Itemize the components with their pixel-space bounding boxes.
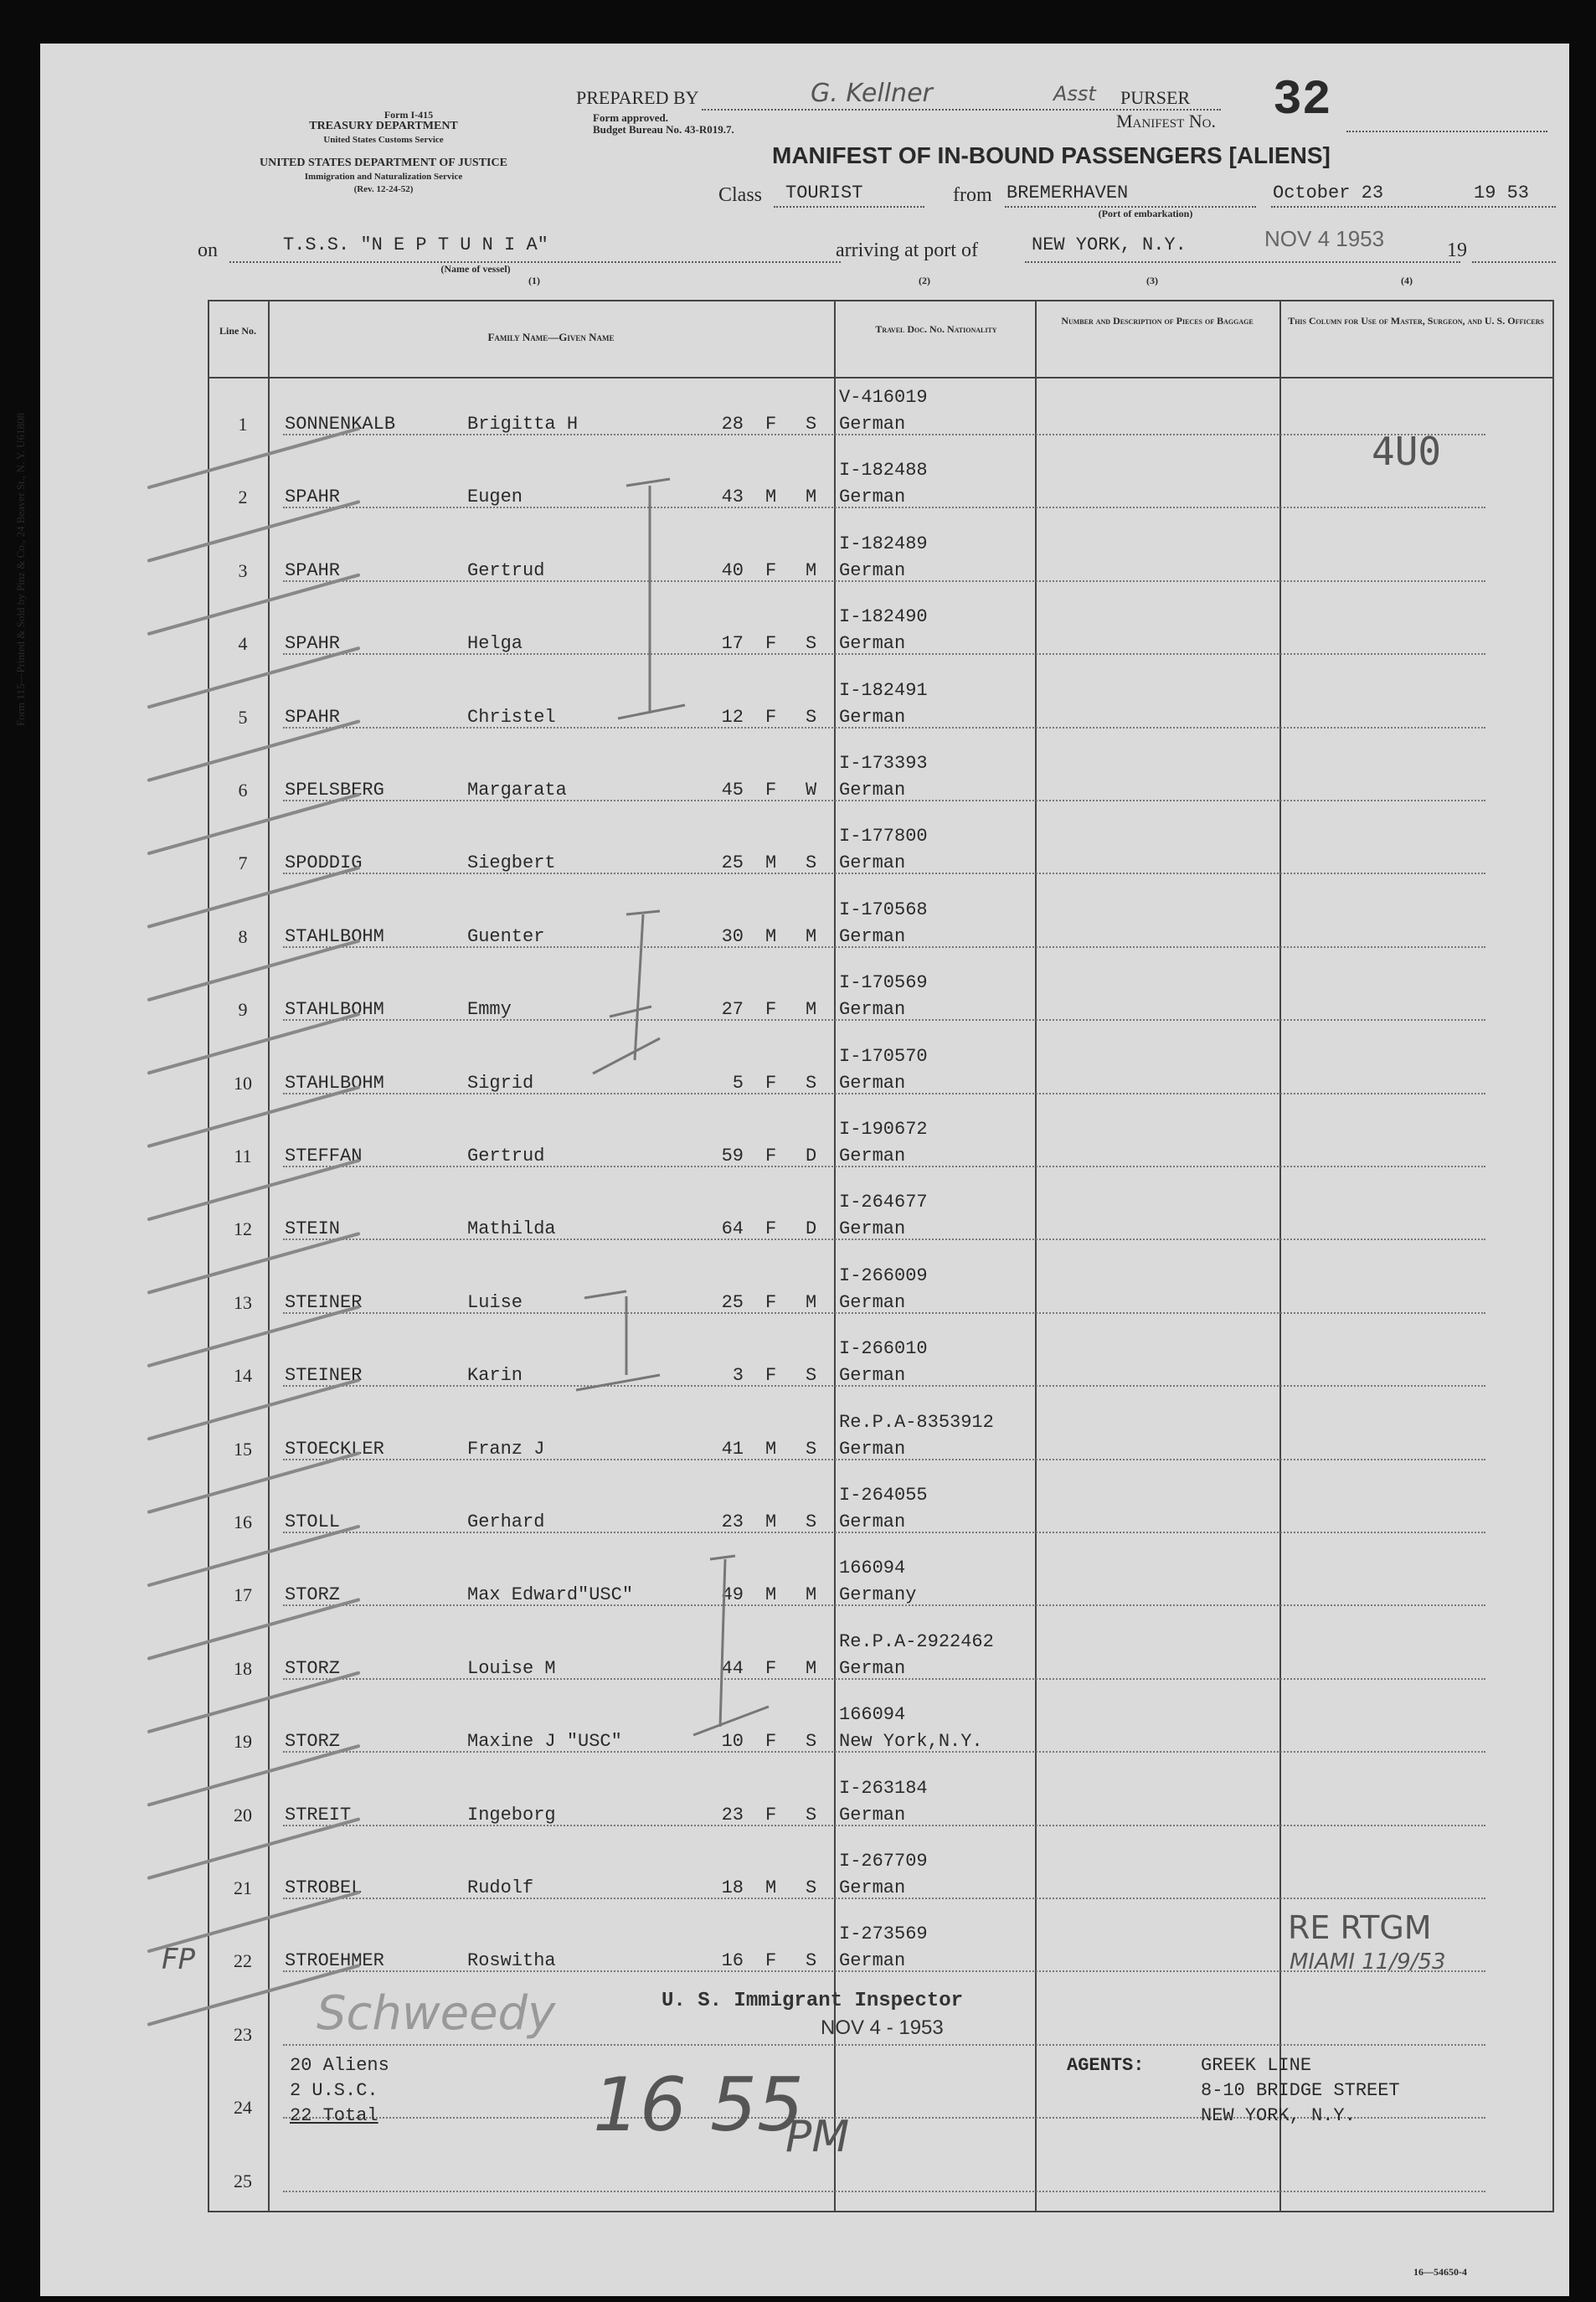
given-name: Franz J (467, 1438, 545, 1460)
pencil-tick-mark (149, 429, 358, 487)
arrival-date-stamp: NOV 4 1953 (1264, 226, 1385, 251)
line-number: 22 (234, 1950, 252, 1972)
line-number: 2 (238, 487, 248, 508)
sex: F (765, 1291, 777, 1313)
nationality: German (839, 1438, 906, 1460)
col-ref-3: (3) (1146, 275, 1158, 286)
handwritten-pm: PM (785, 2112, 850, 2162)
age: 16 (721, 1950, 744, 1972)
line-number: 7 (238, 852, 248, 874)
sex: F (765, 780, 777, 801)
marital-status: S (806, 1804, 817, 1826)
sex: F (765, 1146, 777, 1166)
pencil-tick-mark (149, 1380, 358, 1439)
travel-doc-number: Re.P.A-2922462 (839, 1630, 994, 1652)
date-value: October 23 (1273, 183, 1384, 203)
family-name: STAHLBOHM (285, 999, 384, 1021)
nationality: German (839, 1877, 906, 1898)
sex: M (765, 487, 777, 508)
marital-status: S (806, 1365, 817, 1387)
line-number: 9 (238, 999, 248, 1021)
nationality: German (839, 1291, 906, 1313)
age: 41 (721, 1438, 744, 1460)
marital-status: S (806, 1511, 817, 1532)
age: 10 (721, 1731, 744, 1753)
sex: F (765, 1804, 777, 1826)
sex: F (765, 1657, 777, 1679)
travel-doc-number: I-177800 (839, 826, 928, 847)
nationality: New York,N.Y. (839, 1731, 983, 1753)
family-name: STORZ (285, 1731, 341, 1753)
marital-status: S (806, 852, 817, 874)
family-name: STROBEL (285, 1877, 363, 1898)
travel-doc-number: I-170568 (839, 899, 928, 920)
family-name: STREIT (285, 1804, 352, 1826)
header-officers: This Column for Use of Master, Surgeon, and U. S. Officers (1288, 315, 1544, 327)
nationality: German (839, 559, 906, 581)
travel-doc-number: I-182490 (839, 606, 928, 628)
inspector-date: NOV 4 - 1953 (821, 2016, 944, 2039)
marital-status: W (806, 780, 817, 801)
family-name: STAHLBOHM (285, 925, 384, 947)
sex: F (765, 1950, 777, 1972)
age: 25 (721, 1291, 744, 1313)
line-number: 8 (238, 925, 248, 947)
rerouting-note-1: RE RTGM (1288, 1909, 1432, 1946)
age: 23 (721, 1511, 744, 1532)
pencil-tick-mark (149, 1965, 358, 2024)
age: 12 (721, 706, 744, 728)
family-name: STEIN (285, 1218, 341, 1240)
given-name: Mathilda (467, 1218, 556, 1240)
travel-doc-number: I-170569 (839, 972, 928, 994)
line-number: 4 (238, 633, 248, 655)
travel-doc-number: I-264055 (839, 1485, 928, 1506)
line-number: 16 (234, 1511, 252, 1532)
age: 44 (721, 1657, 744, 1679)
marital-status: M (806, 925, 817, 947)
class-value: TOURIST (785, 183, 863, 203)
travel-doc-number: 166094 (839, 1558, 906, 1579)
given-name: Emmy (467, 999, 512, 1021)
line-number: 10 (234, 1072, 252, 1094)
marital-status: S (806, 1072, 817, 1094)
nationality: German (839, 1365, 906, 1387)
bracket-mark-3 (576, 1291, 660, 1390)
pencil-tick-mark (149, 502, 358, 560)
family-name: SPAHR (285, 487, 341, 508)
given-name: Christel (467, 706, 556, 728)
marital-status: S (806, 633, 817, 655)
nationality: German (839, 925, 906, 947)
arriving-label: arriving at port of (836, 239, 978, 261)
pencil-tick-mark (149, 1599, 358, 1658)
line-number: 21 (234, 1877, 252, 1898)
officer-mark: 4U0 (1372, 429, 1442, 474)
travel-doc-number: 166094 (839, 1704, 906, 1726)
marital-status: S (806, 414, 817, 435)
given-name: Louise M (467, 1657, 556, 1679)
total-all: 22 Total (290, 2105, 378, 2126)
marital-status: D (806, 1146, 817, 1166)
header-line-no: Line No. (219, 325, 256, 337)
col-ref-4: (4) (1401, 275, 1413, 286)
given-name: Roswitha (467, 1950, 556, 1972)
asst-label: Asst (1053, 82, 1096, 106)
bracket-mark-4 (693, 1556, 769, 1735)
pencil-tick-mark (149, 1746, 358, 1805)
given-name: Max Edward"USC" (467, 1584, 634, 1606)
travel-doc-number: I-263184 (839, 1777, 928, 1799)
family-name: SPODDIG (285, 852, 363, 874)
pencil-tick-mark (149, 1673, 358, 1732)
sex: M (765, 852, 777, 874)
family-name: STAHLBOHM (285, 1072, 384, 1094)
nationality: Germany (839, 1584, 917, 1606)
travel-doc-number: I-273569 (839, 1923, 928, 1945)
family-name: STOLL (285, 1511, 341, 1532)
pencil-tick-mark (149, 1820, 358, 1878)
header-name: Family Name—Given Name (487, 331, 615, 343)
age: 27 (721, 999, 744, 1021)
given-name: Brigitta H (467, 414, 579, 435)
line-number: 19 (234, 1731, 252, 1753)
inspector-stamp: U. S. Immigrant Inspector (662, 1990, 964, 2012)
age: 64 (721, 1218, 744, 1240)
arrival-port: NEW YORK, N.Y. (1032, 234, 1187, 255)
class-label: Class (718, 184, 763, 206)
family-name: STEINER (285, 1365, 363, 1387)
sex: M (765, 1438, 777, 1460)
marital-status: S (806, 706, 817, 728)
line-number: 24 (234, 2097, 252, 2119)
col-ref-1: (1) (528, 275, 540, 286)
side-printer-text: Form 115—Printed & Sold by Pinz & Co., 24 Beaver St., N. Y. U61808 (14, 413, 27, 726)
pencil-tick-mark (149, 722, 358, 780)
nationality: German (839, 999, 906, 1021)
from-label: from (953, 184, 992, 206)
family-name: STORZ (285, 1657, 341, 1679)
given-name: Gerhard (467, 1511, 545, 1532)
treasury-label: TREASURY DEPARTMENT (309, 120, 458, 132)
line-number: 11 (234, 1146, 252, 1166)
travel-doc-number: V-416019 (839, 387, 928, 408)
sex: F (765, 1365, 777, 1387)
age: 43 (721, 487, 744, 508)
given-name: Karin (467, 1365, 523, 1387)
age: 23 (721, 1804, 744, 1826)
sex: F (765, 559, 777, 581)
age: 45 (721, 780, 744, 801)
pencil-tick-mark (149, 648, 358, 707)
travel-doc-number: I-266009 (839, 1264, 928, 1286)
travel-doc-number: I-170570 (839, 1045, 928, 1067)
age: 40 (721, 559, 744, 581)
from-value: BREMERHAVEN (1007, 183, 1129, 203)
family-name: SPAHR (285, 706, 341, 728)
given-name: Margarata (467, 780, 567, 801)
sex: F (765, 1731, 777, 1753)
pencil-tick-mark (149, 1233, 358, 1292)
travel-doc-number: I-182489 (839, 533, 928, 554)
marital-status: S (806, 1438, 817, 1460)
pencil-tick-mark (149, 1014, 358, 1073)
line-number: 6 (238, 780, 248, 801)
prepared-by-signature: G. Kellner (811, 79, 933, 108)
header-travel-doc: Travel Doc. No. Nationality (875, 323, 997, 335)
vessel-label: (Name of vessel) (440, 263, 511, 275)
arrival-year-label: 19 (1447, 239, 1467, 261)
nationality: German (839, 487, 906, 508)
pencil-tick-mark (149, 1454, 358, 1512)
sex: M (765, 1511, 777, 1532)
family-name: STORZ (285, 1584, 341, 1606)
marital-status: M (806, 1657, 817, 1679)
given-name: Ingeborg (467, 1804, 556, 1826)
line-number: 25 (234, 2170, 252, 2191)
nationality: German (839, 414, 906, 435)
sex: F (765, 633, 777, 655)
age: 25 (721, 852, 744, 874)
justice-label: UNITED STATES DEPARTMENT OF JUSTICE (260, 157, 507, 169)
marital-status: M (806, 1584, 817, 1606)
given-name: Sigrid (467, 1072, 534, 1094)
given-name: Rudolf (467, 1877, 534, 1898)
rerouting-note-2: MIAMI 11/9/53 (1290, 1949, 1446, 1975)
age: 30 (721, 925, 744, 947)
form-number: Form I-415 (384, 109, 434, 121)
total-aliens: 20 Aliens (290, 2055, 389, 2076)
marital-status: M (806, 1291, 817, 1313)
nationality: German (839, 1511, 906, 1532)
line-number: 15 (234, 1438, 252, 1460)
given-name: Helga (467, 633, 523, 655)
pencil-tick-mark (149, 575, 358, 634)
age: 59 (721, 1146, 744, 1166)
travel-doc-number: Re.P.A-8353912 (839, 1411, 994, 1433)
travel-doc-number: I-264677 (839, 1192, 928, 1213)
nationality: German (839, 1657, 906, 1679)
given-name: Maxine J "USC" (467, 1731, 622, 1753)
footer-code: 16—54650-4 (1413, 2266, 1467, 2278)
pencil-marks (40, 44, 1569, 2296)
given-name: Gertrud (467, 1146, 545, 1166)
form-approved: Form approved. (593, 111, 669, 124)
handwritten-time: 16 55 (593, 2062, 804, 2148)
marital-status: S (806, 1950, 817, 1972)
given-name: Gertrud (467, 559, 545, 581)
pencil-tick-mark (149, 941, 358, 1000)
nationality: German (839, 1146, 906, 1166)
inspector-signature: Schweedy (317, 1986, 556, 2041)
rev-label: (Rev. 12-24-52) (353, 184, 414, 194)
line-number: 18 (234, 1657, 252, 1679)
travel-doc-number: I-182491 (839, 679, 928, 701)
line-number: 12 (234, 1218, 252, 1240)
on-label: on (198, 239, 218, 261)
pencil-tick-mark (149, 795, 358, 853)
age: 18 (721, 1877, 744, 1898)
nationality: German (839, 706, 906, 728)
family-name: STOECKLER (285, 1438, 384, 1460)
year-value: 19 53 (1474, 183, 1530, 203)
marital-status: M (806, 999, 817, 1021)
age: 17 (721, 633, 744, 655)
family-name: SPAHR (285, 633, 341, 655)
family-name: STEFFAN (285, 1146, 363, 1166)
port-embarkation-label: (Port of embarkation) (1098, 208, 1193, 219)
sex: F (765, 1072, 777, 1094)
given-name: Luise (467, 1291, 523, 1313)
travel-doc-number: I-266010 (839, 1338, 928, 1360)
marital-status: D (806, 1218, 817, 1240)
family-name: STEINER (285, 1291, 363, 1313)
prepared-by-label: PREPARED BY (576, 87, 699, 108)
manifest-title: MANIFEST OF IN-BOUND PASSENGERS [ALIENS] (772, 142, 1331, 168)
total-usc: 2 U.S.C. (290, 2080, 378, 2101)
sex: M (765, 1877, 777, 1898)
customs-label: United States Customs Service (323, 135, 444, 145)
sex: F (765, 1218, 777, 1240)
col-ref-2: (2) (919, 275, 930, 286)
nationality: German (839, 780, 906, 801)
agent-line-3: NEW YORK, N.Y. (1201, 2105, 1356, 2126)
nationality: German (839, 1218, 906, 1240)
nationality: German (839, 852, 906, 874)
family-name: STROEHMER (285, 1950, 384, 1972)
age: 28 (721, 414, 744, 435)
manifest-no-label: Manifest No. (1116, 111, 1216, 131)
given-name: Guenter (467, 925, 545, 947)
marital-status: M (806, 559, 817, 581)
pencil-tick-mark (149, 1893, 358, 1951)
line-number: 13 (234, 1291, 252, 1313)
travel-doc-number: I-190672 (839, 1119, 928, 1140)
sex: M (765, 1584, 777, 1606)
family-name: SPAHR (285, 559, 341, 581)
travel-doc-number: I-182488 (839, 460, 928, 482)
pencil-tick-mark (149, 1307, 358, 1366)
sex: F (765, 999, 777, 1021)
line-number: 17 (234, 1584, 252, 1606)
margin-mark: FP (162, 1943, 196, 1976)
sex: M (765, 925, 777, 947)
marital-status: S (806, 1731, 817, 1753)
pencil-tick-mark (149, 1088, 358, 1146)
marital-status: M (806, 487, 817, 508)
line-number: 5 (238, 706, 248, 728)
given-name: Eugen (467, 487, 523, 508)
agent-line-1: GREEK LINE (1201, 2055, 1312, 2076)
nationality: German (839, 633, 906, 655)
bracket-mark-1 (618, 479, 685, 718)
family-name: SPELSBERG (285, 780, 384, 801)
purser-label: PURSER (1120, 87, 1191, 108)
line-number: 14 (234, 1365, 252, 1387)
travel-doc-number: I-267709 (839, 1851, 928, 1872)
travel-doc-number: I-173393 (839, 753, 928, 774)
pencil-tick-mark (149, 1527, 358, 1585)
age: 5 (732, 1072, 744, 1094)
given-name: Siegbert (467, 852, 556, 874)
agents-label: AGENTS: (1067, 2055, 1145, 2076)
line-number: 23 (234, 2023, 252, 2045)
agent-line-2: 8-10 BRIDGE STREET (1201, 2080, 1400, 2101)
manifest-sheet (14, 44, 1569, 2296)
family-name: SONNENKALB (285, 414, 396, 435)
age: 3 (732, 1365, 744, 1387)
budget-bureau: Budget Bureau No. 43-R019.7. (593, 123, 734, 136)
pencil-tick-mark (149, 868, 358, 926)
sex: F (765, 706, 777, 728)
line-number: 3 (238, 559, 248, 581)
nationality: German (839, 1950, 906, 1972)
nationality: German (839, 1804, 906, 1826)
nationality: German (839, 1072, 906, 1094)
line-number: 20 (234, 1804, 252, 1826)
header-baggage: Number and Description of Pieces of Baggage (1061, 315, 1254, 327)
manifest-number: 32 (1273, 74, 1331, 128)
age: 49 (721, 1584, 744, 1606)
pencil-tick-mark (149, 1161, 358, 1219)
line-number: 1 (238, 414, 248, 435)
bracket-mark-2 (593, 911, 660, 1074)
marital-status: S (806, 1877, 817, 1898)
sex: F (765, 414, 777, 435)
vessel-name: T.S.S. "N E P T U N I A" (283, 234, 548, 255)
ins-label: Immigration and Naturalization Service (304, 172, 463, 182)
